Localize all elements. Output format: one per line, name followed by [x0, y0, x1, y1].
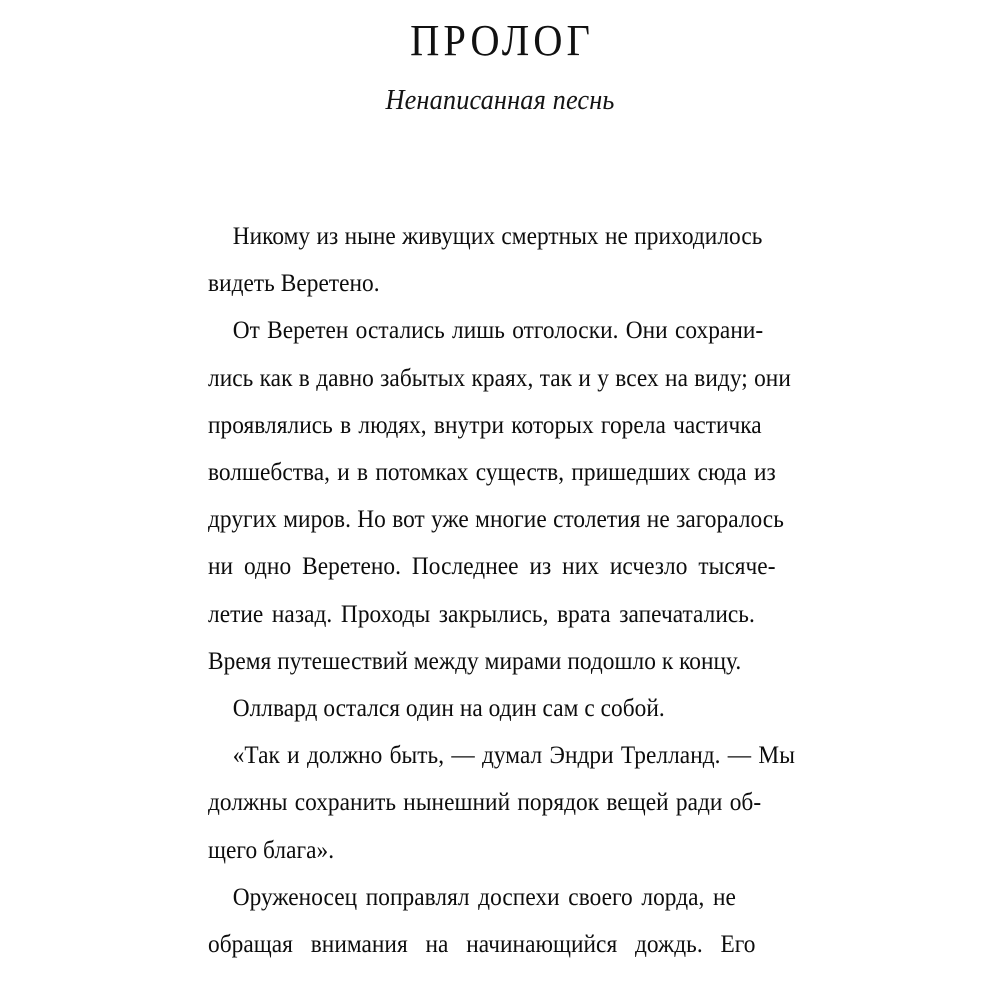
text-line: лись как в давно забытых краях, так и у всех на виду; они — [208, 362, 791, 392]
text-line: От Веретен остались лишь отголоски. Они сохрани- — [232, 315, 764, 345]
chapter-subtitle: Ненаписанная песнь — [385, 85, 615, 117]
text-line: ни одно Веретено. Последнее из них исчезло тысяче- — [208, 551, 776, 581]
text-line: Оллвард остался один на один сам с собой. — [232, 693, 665, 723]
text-line: волшебства, и в потомках существ, пришедших сюда из — [208, 457, 776, 487]
text-line: проявлялись в людях, внутри которых горела частичка — [208, 409, 762, 439]
text-line: Оруженосец поправлял доспехи своего лорда, не — [232, 881, 736, 911]
text-line: Никому из ныне живущих смертных не приходилось — [232, 221, 763, 250]
text-line: обращая внимания на начинающийся дождь. Его — [208, 929, 756, 959]
text-line: Время путешествий между мирами подошло к концу. — [208, 645, 742, 675]
text-line: щего блага». — [208, 834, 335, 864]
text-line: других миров. Но вот уже многие столетия не загоралось — [208, 504, 784, 534]
text-line: летие назад. Проходы закрылись, врата запечатались. — [208, 598, 755, 628]
text-line: «Так и должно быть, — думал Эндри Трелланд. — Мы — [232, 740, 795, 770]
text-line: должны сохранить нынешний порядок вещей ради об- — [208, 787, 762, 817]
chapter-heading — [0, 0, 1000, 117]
body-text — [208, 212, 795, 967]
page-title: ПРОЛОГ — [410, 16, 594, 65]
text-line: видеть Веретено. — [208, 268, 380, 298]
